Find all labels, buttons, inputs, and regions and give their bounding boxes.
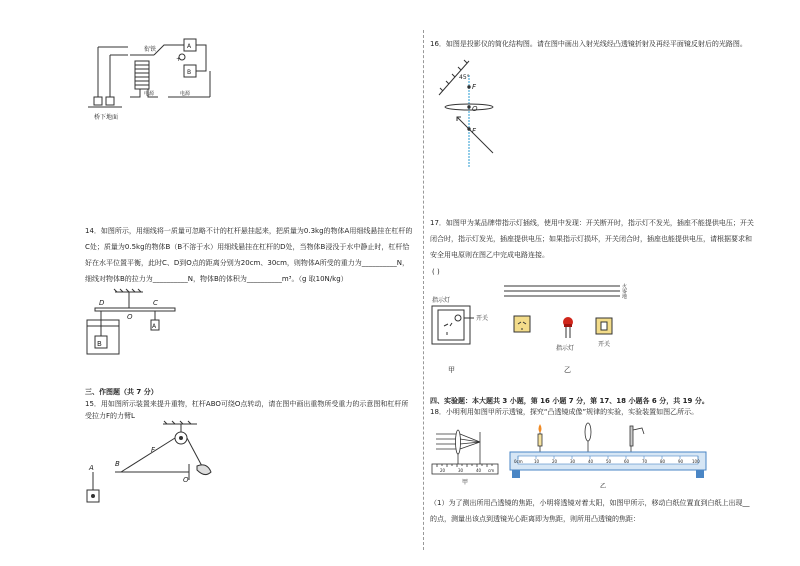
q18-yi-tick-70: 70 xyxy=(642,459,648,464)
q15-fig-f: F xyxy=(151,446,156,454)
q18-jia-tick-30: 30 xyxy=(458,468,464,473)
fig13-label-plus: + xyxy=(176,56,182,63)
q18-yi-tick-20: 20 xyxy=(552,459,558,464)
fig13-circuit-diagram xyxy=(80,35,220,125)
q15-lever-pulley-diagram xyxy=(85,420,215,510)
q15-line-2: 受拉力F的力臂L xyxy=(85,412,135,420)
q14-fig-o: O xyxy=(127,313,133,321)
q17-answer-bracket: ( ) xyxy=(432,268,440,276)
q17-indicator-yi: 指示灯 xyxy=(556,345,575,352)
fig13-label-source2: 电源 xyxy=(180,91,191,97)
q14-line-3: 好在水平位置平衡，此时C、D到O点的距离分别为20cm、30cm，则物体A所受的重力为__________N， xyxy=(85,259,409,267)
fig13-label-b: B xyxy=(187,69,192,76)
q18-yi-tick-60: 60 xyxy=(624,459,630,464)
q17-switch-yi: 开关 xyxy=(598,341,611,348)
q18-yi-tick-90: 90 xyxy=(678,459,684,464)
q18-figure-jia xyxy=(432,422,502,486)
q18-label-yi: 乙 xyxy=(600,483,607,490)
q17-switch-jia: 开关 xyxy=(476,315,489,322)
fig13-caption: 桥下地面 xyxy=(94,114,119,121)
section-4-heading: 四、实验题：本大题共 3 小题，第 16 小题 7 分，第 17、18 小题各 6 分，共 19 分。 xyxy=(430,397,709,405)
q14-fig-d: D xyxy=(99,299,105,307)
q17-label-yi: 乙 xyxy=(564,366,571,374)
q18-candle-flame-icon xyxy=(539,424,542,433)
fig13-label-iron: 衔铁 xyxy=(144,46,157,53)
q16-text: 16．如图是投影仪的简化结构图。请在图中画出入射光线经凸透镜折射及再经平面镜反射后的光路图。 xyxy=(430,40,747,48)
q17-indicator-jia: 指示灯 xyxy=(432,297,451,304)
q14-line-2: C处；质量为0.5kg的物体B（B不溶于水）用细线悬挂在杠杆的D处，当物体B浸没于水中静止时，杠杆恰 xyxy=(85,243,410,251)
q18-jia-unit: cm xyxy=(488,468,495,473)
q18-bench-leg-right xyxy=(696,470,704,478)
q17-wire-live: 火 xyxy=(622,284,628,290)
q17-wiring-diagram xyxy=(430,278,640,378)
q16-fig-f-bottom: F xyxy=(472,127,477,135)
q18-line-1: 18．小明利用如图甲所示透镜，探究“凸透镜成像”规律的实验，实验装置如图乙所示。 xyxy=(430,408,699,416)
q15-line-1: 15．用如图所示装置来提升重物，杠杆ABO可绕O点转动，请在图中画出重物所受重力的示意图和杠杆所 xyxy=(85,400,409,408)
q15-fig-b: B xyxy=(115,460,120,468)
q14-lever-diagram xyxy=(85,288,185,358)
q18-sub1-line-1: （1）为了测出所用凸透镜的焦距，小明将透镜对着太阳，如图甲所示，移动白纸位置直到白纸上出现__ xyxy=(430,499,750,507)
q18-jia-tick-20: 20 xyxy=(440,468,446,473)
q18-yi-tick-10: 10 xyxy=(534,459,540,464)
q16-fig-f-top: F xyxy=(472,83,477,91)
q17-line-2: 闭合时，指示灯发光，插座提供电压；如果指示灯损坏，开关闭合时，插座也能提供电压，请根据要求和 xyxy=(430,235,752,243)
q15-fig-a: A xyxy=(89,464,94,472)
q18-yi-tick-100: 100 xyxy=(692,459,700,464)
q18-yi-tick-40: 40 xyxy=(588,459,594,464)
q18-yi-tick-80: 80 xyxy=(660,459,666,464)
q17-line-1: 17．如图甲为某品牌带指示灯插线，使用中发现：开关断开时，指示灯不发光，插座不能提供电压；开关 xyxy=(430,219,754,227)
q16-projector-diagram xyxy=(435,55,515,170)
q18-label-jia: 甲 xyxy=(462,479,469,486)
fig13-label-a: A xyxy=(187,43,192,50)
q18-yi-tick-30: 30 xyxy=(570,459,576,464)
q17-label-jia: 甲 xyxy=(448,366,455,374)
section-3-heading: 三、作图题（共 7 分） xyxy=(85,388,158,396)
q18-jia-tick-40: 40 xyxy=(476,468,482,473)
q18-yi-tick-0: 0cm xyxy=(514,459,523,464)
q18-figure-yi xyxy=(508,418,718,490)
q16-fig-o: O xyxy=(472,105,478,113)
fig13-label-source1: 电源 xyxy=(144,91,155,97)
q18-bench-leg-left xyxy=(512,470,520,478)
column-divider xyxy=(423,30,424,550)
q18-yi-tick-50: 50 xyxy=(606,459,612,464)
q14-fig-a: A xyxy=(152,323,157,330)
q14-line-4: 细线对物体B的拉力为__________N，物体B的体积为__________m³。（g 取10N/kg） xyxy=(85,275,348,283)
q17-wire-ground: 地 xyxy=(622,294,628,300)
q14-fig-b: B xyxy=(97,340,102,348)
q17-wire-neutral: 零 xyxy=(622,289,628,295)
q17-line-3: 安全用电原则在图乙中完成电路连接。 xyxy=(430,251,549,259)
q14-line-1: 14．如图所示，用细线将一质量可忽略不计的杠杆悬挂起来，把质量为0.3kg的物体A用细线悬挂在杠杆的 xyxy=(85,227,413,235)
q14-fig-c: C xyxy=(153,299,158,307)
q17-lamp-base-icon xyxy=(564,324,572,327)
q18-sub1-line-2: 的点，测量出该点到透镜光心距离即为焦距，则所用凸透镜的焦距： xyxy=(430,515,640,523)
q15-fig-o: O xyxy=(183,476,189,484)
q16-fig-angle: 45° xyxy=(459,74,470,81)
